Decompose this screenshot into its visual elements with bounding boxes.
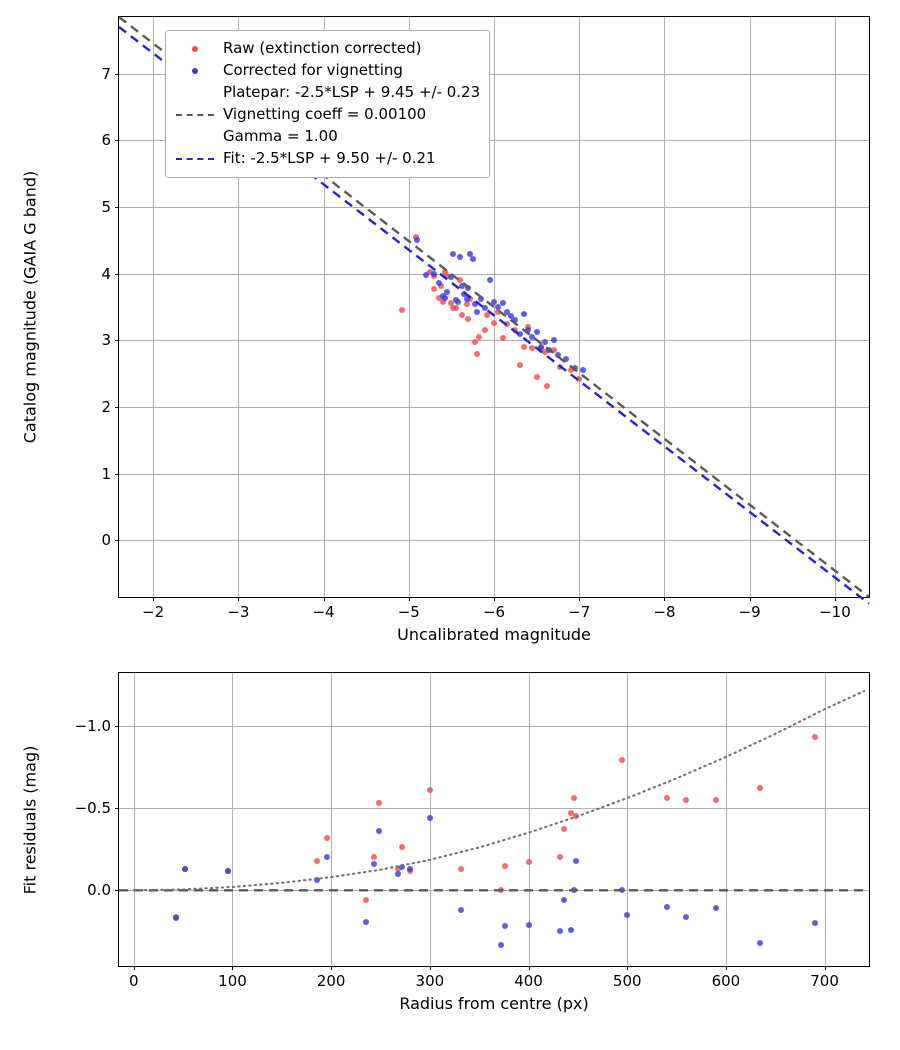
data-point <box>544 383 550 389</box>
data-point <box>478 296 484 302</box>
gridline-horizontal <box>119 274 869 275</box>
data-point <box>542 339 548 345</box>
gridline-vertical <box>232 673 233 966</box>
data-point <box>504 321 510 327</box>
y-axis-label-bottom: Fit residuals (mag) <box>20 745 40 895</box>
legend-marker-corrected <box>175 64 215 78</box>
tick-mark-x <box>232 966 233 970</box>
data-point <box>526 922 532 928</box>
tick-label-y: 0 <box>101 531 111 550</box>
data-point <box>482 327 488 333</box>
gridline-vertical <box>153 17 154 597</box>
data-point <box>487 277 493 283</box>
gridline-horizontal <box>119 726 869 727</box>
data-point <box>464 296 470 302</box>
tick-mark-x <box>331 966 332 970</box>
data-point <box>444 289 450 295</box>
data-point <box>576 376 582 382</box>
gridline-vertical <box>134 673 135 966</box>
data-point <box>459 312 465 318</box>
legend-item-gamma <box>175 126 480 148</box>
legend-label-raw: Raw (extinction corrected) <box>223 39 422 58</box>
data-point <box>757 940 763 946</box>
data-point <box>399 307 405 313</box>
data-point <box>498 887 504 893</box>
data-point <box>482 305 488 311</box>
legend-blank-handle-2 <box>175 130 215 144</box>
data-point <box>472 339 478 345</box>
legend-dash-blue <box>175 152 215 166</box>
tick-mark-x <box>579 597 580 601</box>
tick-label-x: −5 <box>397 603 420 621</box>
data-point <box>491 320 497 326</box>
data-point <box>442 295 448 301</box>
data-point <box>324 835 330 841</box>
data-point <box>371 854 377 860</box>
data-point <box>812 734 818 740</box>
tick-mark-x <box>134 966 135 970</box>
legend <box>165 30 490 178</box>
tick-mark-y <box>115 74 119 75</box>
tick-mark-x <box>409 597 410 601</box>
data-point <box>568 927 574 933</box>
tick-label-x: −7 <box>568 603 591 621</box>
tick-label-y: 7 <box>101 64 111 83</box>
gridline-vertical <box>825 673 826 966</box>
gridline-horizontal <box>119 808 869 809</box>
tick-label-x: 700 <box>810 972 839 990</box>
gridline-horizontal <box>119 890 869 891</box>
fit-residuals-plot <box>74 672 870 1013</box>
data-point <box>546 347 552 353</box>
legend-item-fit <box>175 148 480 170</box>
data-point <box>407 866 413 872</box>
data-point <box>624 912 630 918</box>
data-point <box>431 271 437 277</box>
tick-mark-x <box>835 597 836 601</box>
data-point <box>683 797 689 803</box>
data-point <box>557 928 563 934</box>
data-point <box>476 334 482 340</box>
data-point <box>427 787 433 793</box>
y-axis-label-top: Catalog magnitude (GAIA G band) <box>20 170 40 444</box>
data-point <box>502 923 508 929</box>
tick-mark-y <box>115 540 119 541</box>
gridline-vertical <box>750 17 751 597</box>
tick-label-y: −0.5 <box>74 798 111 817</box>
data-point <box>427 815 433 821</box>
gridline-vertical <box>579 17 580 597</box>
tick-label-x: 400 <box>514 972 543 990</box>
data-point <box>474 309 480 315</box>
tick-label-y: −1.0 <box>74 716 111 735</box>
gridline-horizontal <box>119 207 869 208</box>
data-point <box>495 309 501 315</box>
data-point <box>458 866 464 872</box>
data-point <box>363 919 369 925</box>
tick-mark-y <box>115 474 119 475</box>
data-point <box>450 251 456 257</box>
data-point <box>571 795 577 801</box>
data-point <box>502 863 508 869</box>
data-point <box>436 280 442 286</box>
data-point <box>551 337 557 343</box>
data-point <box>455 299 461 305</box>
tick-mark-x <box>664 597 665 601</box>
x-axis-label-bottom: Radius from centre (px) <box>399 994 589 1013</box>
gridline-horizontal <box>119 474 869 475</box>
legend-item-corrected <box>175 60 480 82</box>
data-point <box>555 352 561 358</box>
data-point <box>571 887 577 893</box>
tick-label-x: 0 <box>129 972 139 990</box>
tick-label-x: −8 <box>653 603 676 621</box>
tick-label-y: 1 <box>101 464 111 483</box>
data-point <box>517 362 523 368</box>
data-point <box>470 256 476 262</box>
tick-label-x: −6 <box>482 603 506 621</box>
tick-label-y: 4 <box>101 264 111 283</box>
data-point <box>498 942 504 948</box>
data-point <box>664 904 670 910</box>
data-point <box>484 312 490 318</box>
data-point <box>529 345 535 351</box>
data-point <box>619 887 625 893</box>
data-point <box>521 344 527 350</box>
data-point <box>457 254 463 260</box>
data-point <box>474 351 480 357</box>
data-point <box>363 897 369 903</box>
legend-item-vignetting-coeff <box>175 104 480 126</box>
legend-label-fit: Fit: -2.5*LSP + 9.50 +/- 0.21 <box>223 149 436 168</box>
data-point <box>500 335 506 341</box>
data-point <box>572 365 578 371</box>
tick-label-x: 300 <box>415 972 445 990</box>
legend-item-raw <box>175 38 480 60</box>
data-point <box>563 356 569 362</box>
data-point <box>324 854 330 860</box>
data-point <box>683 914 689 920</box>
tick-mark-y <box>115 207 119 208</box>
data-point <box>423 272 429 278</box>
tick-mark-x <box>430 966 431 970</box>
data-point <box>812 920 818 926</box>
tick-mark-x <box>825 966 826 970</box>
tick-label-y: 5 <box>101 198 111 216</box>
tick-label-x: −4 <box>312 603 335 621</box>
tick-mark-y <box>115 407 119 408</box>
data-point <box>557 364 563 370</box>
gridline-vertical <box>627 673 628 966</box>
tick-label-x: −2 <box>142 603 165 621</box>
data-point <box>573 813 579 819</box>
tick-label-x: 100 <box>218 972 247 990</box>
data-point <box>512 317 518 323</box>
data-point <box>395 871 401 877</box>
tick-mark-x <box>153 597 154 601</box>
gridline-horizontal <box>119 540 869 541</box>
legend-label-platepar: Platepar: -2.5*LSP + 9.45 +/- 0.23 <box>223 83 481 102</box>
data-point <box>459 283 465 289</box>
gridline-vertical <box>835 17 836 597</box>
tick-mark-y <box>115 808 119 809</box>
tick-mark-y <box>115 726 119 727</box>
magnitude-calibration-plot <box>101 16 870 644</box>
data-point <box>458 907 464 913</box>
legend-dash-grey <box>175 108 215 122</box>
tick-label-x: 600 <box>711 972 741 990</box>
data-point <box>534 374 540 380</box>
tick-mark-x <box>726 966 727 970</box>
data-point <box>182 866 188 872</box>
data-point <box>225 868 231 874</box>
legend-item-platepar <box>175 82 480 104</box>
gridline-vertical <box>331 673 332 966</box>
tick-mark-y <box>115 274 119 275</box>
data-point <box>526 859 532 865</box>
data-point <box>534 329 540 335</box>
data-point <box>525 327 531 333</box>
data-point <box>713 905 719 911</box>
data-point <box>472 301 478 307</box>
data-point <box>314 858 320 864</box>
data-point <box>521 311 527 317</box>
data-point <box>619 757 625 763</box>
tick-mark-x <box>494 597 495 601</box>
data-point <box>500 300 506 306</box>
data-point <box>431 286 437 292</box>
tick-label-x: −9 <box>738 603 761 621</box>
data-point <box>464 301 470 307</box>
tick-mark-x <box>238 597 239 601</box>
tick-mark-y <box>115 340 119 341</box>
legend-blank-handle-1 <box>175 86 215 100</box>
data-point <box>399 864 405 870</box>
tick-label-x: 500 <box>612 972 642 990</box>
gridline-horizontal <box>119 407 869 408</box>
tick-mark-y <box>115 140 119 141</box>
tick-mark-y <box>115 890 119 891</box>
data-point <box>314 877 320 883</box>
tick-label-y: 0.0 <box>87 881 111 900</box>
data-point <box>453 305 459 311</box>
data-point <box>517 331 523 337</box>
tick-label-x: 200 <box>316 972 346 990</box>
data-point <box>538 344 544 350</box>
gridline-vertical <box>726 673 727 966</box>
tick-label-y: 6 <box>101 131 111 150</box>
data-point <box>465 285 471 291</box>
tick-mark-x <box>750 597 751 601</box>
x-axis-label-top: Uncalibrated magnitude <box>397 625 591 644</box>
data-point <box>465 316 471 322</box>
legend-label-vignetting-coeff: Vignetting coeff = 0.00100 <box>223 105 427 124</box>
data-point <box>573 858 579 864</box>
plot-area-bottom <box>119 673 869 966</box>
legend-label-corrected: Corrected for vignetting <box>223 61 403 80</box>
data-point <box>173 915 179 921</box>
data-point <box>757 785 763 791</box>
data-point <box>414 237 420 243</box>
tick-mark-x <box>627 966 628 970</box>
data-point <box>376 800 382 806</box>
data-point <box>467 251 473 257</box>
data-point <box>713 797 719 803</box>
data-point <box>664 795 670 801</box>
data-point <box>448 274 454 280</box>
gridline-vertical <box>664 17 665 597</box>
data-point <box>371 861 377 867</box>
data-point <box>561 897 567 903</box>
data-point <box>376 828 382 834</box>
tick-label-x: −3 <box>227 603 250 621</box>
tick-label-y: 3 <box>101 331 111 350</box>
tick-mark-x <box>529 966 530 970</box>
legend-label-gamma: Gamma = 1.00 <box>223 127 338 146</box>
tick-label-x: −10 <box>819 603 851 621</box>
gridline-horizontal <box>119 340 869 341</box>
tick-label-y: 2 <box>101 398 111 416</box>
data-point <box>557 854 563 860</box>
legend-marker-raw <box>175 42 215 56</box>
data-point <box>561 826 567 832</box>
tick-mark-x <box>324 597 325 601</box>
data-point <box>399 844 405 850</box>
data-point <box>580 367 586 373</box>
